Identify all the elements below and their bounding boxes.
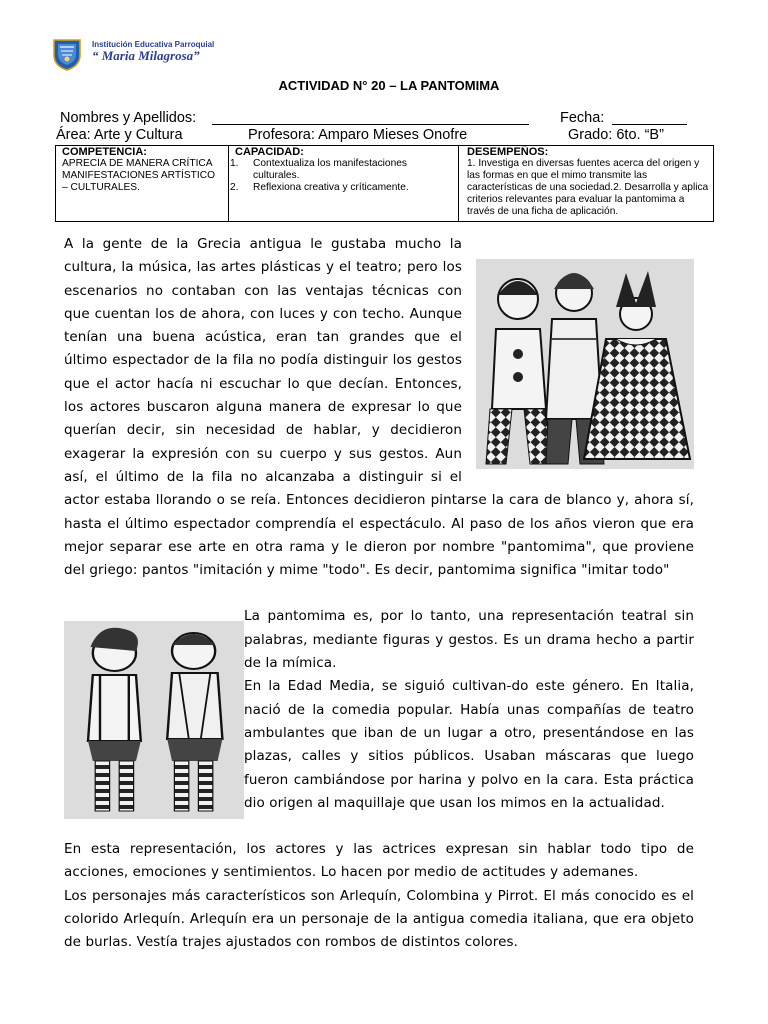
paragraph-representation-text: En esta representación, los actores y las actrices expresan sin hablar todo tipo de acciones, emociones y sentimientos. Lo hacen por medio de actitudes y ademanes. xyxy=(64,841,694,881)
institution-subtitle: “ Maria Milagrosa” xyxy=(92,48,200,63)
capacidad-item-text: Contextualiza los manifestaciones culturales. xyxy=(253,158,408,181)
mime-children-illustration xyxy=(64,621,244,819)
names-blank-line xyxy=(212,124,529,125)
competencia-header: COMPETENCIA: xyxy=(62,146,147,158)
competencia-text: APRECIA DE MANERA CRÍTICA MANIFESTACIONES ARTÍSTICO – CULTURALES. xyxy=(62,158,216,193)
date-blank-line xyxy=(612,124,687,125)
paragraph-origin-text: A la gente de la Grecia antigua le gustaba mucho la cultura, la música, las artes plásticas y el teatro; pero los escenarios no contaban con las ventajas técnicas con que cuentan los de ahora, con luces y con techo. Aunque tenían una buena acústica, eran tan grandes que el último espectador de la fila no podía distinguir los gestos que el actor hacía ni escuchar lo que decían. Entonces, los actores buscaron alguna manera de expresar lo que querían decir, sin necesidad de hablar, y decidieron exagerar la expresión con su cuerpo y sus gestos. Aun así, el último de la fila no alcanzaba a distinguir si el actor estaba llorando o se reía. Entonces decidieron pintarse la cara de blanco y, ahora sí, hasta el último espectador comprendía el espectáculo. Al paso de los años vieron que era mejor separar ese arte en otra rama y le dieron por nombre "pantomima", que proviene del griego: pantos "imitación y mime "todo". Es decir, pantomima significa "imitar todo" xyxy=(64,236,694,579)
teacher-label: Profesora: Amparo Mieses Onofre xyxy=(248,127,468,143)
capacidad-item-number: 2. xyxy=(230,182,239,193)
school-logo xyxy=(50,37,84,71)
competency-table xyxy=(55,145,714,222)
desempenos-header: DESEMPEÑOS: xyxy=(467,146,549,158)
paragraph-representation xyxy=(64,838,694,885)
capacidad-header: CAPACIDAD: xyxy=(235,146,304,158)
competencia-column xyxy=(56,146,229,221)
institution-name: Institución Educativa Parroquial xyxy=(92,40,215,49)
capacidad-item xyxy=(230,182,454,194)
spacer xyxy=(64,582,694,605)
desempenos-column xyxy=(459,146,713,221)
capacidad-column xyxy=(229,146,459,221)
harlequin-clowns-illustration xyxy=(476,259,694,469)
area-label: Área: Arte y Cultura xyxy=(56,127,183,143)
paragraph-characters-text: Los personajes más característicos son Arlequín, Colombina y Pirrot. El más conocido es el colorido Arlequín. Arlequín era un personaje de la antigua comedia italiana, que era objeto de burlas. Vestía trajes ajustados con rombos de distintos colores. xyxy=(64,887,694,951)
page-title: ACTIVIDAD N° 20 – LA PANTOMIMA xyxy=(278,78,500,93)
capacidad-list xyxy=(230,158,454,194)
capacidad-item xyxy=(230,158,454,182)
date-label: Fecha: xyxy=(560,110,605,126)
names-label: Nombres y Apellidos: xyxy=(60,110,197,126)
desempenos-text: 1. Investiga en diversas fuentes acerca del origen y las formas en que el mimo transmite las características de una sociedad.2. Desarrolla y aplica criterios relevantes para evaluar la pantomima a través de una ficha de aplicación. xyxy=(467,158,709,217)
capacidad-item-text: Reflexiona creativa y críticamente. xyxy=(253,182,409,193)
paragraph-characters xyxy=(64,885,694,955)
paragraph-middle-ages-text: En la Edad Media, se siguió cultivan-do este género. En Italia, nació de la comedia popular. Había unas compañías de teatro ambulantes que iban de un lugar a otro, presentándose en las plazas, calles y sitios públicos. Usaban máscaras que luego fueron cambiándose por harina y polvo en la cara. Esta práctica dio origen al maquillaje que usan los mimos en la actualidad. xyxy=(244,678,694,811)
capacidad-item-number: 1. xyxy=(230,158,239,169)
paragraph-definition-text: La pantomima es, por lo tanto, una representación teatral sin palabras, mediante figuras y gestos. Es un drama hecho a partir de la mímica. xyxy=(244,608,694,672)
article-body xyxy=(64,233,694,955)
grade-label: Grado: 6to. “B” xyxy=(568,127,664,143)
